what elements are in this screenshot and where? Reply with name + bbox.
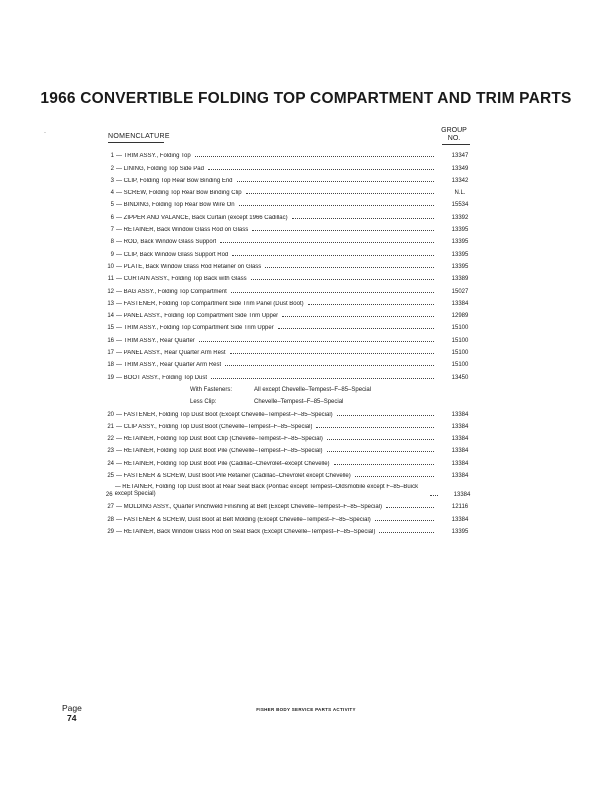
part-description: — FASTENER, Folding Top Dust Boot (Except Chevelle–Tempest–F–85–Special) [116, 411, 333, 418]
group-number: 13395 [451, 263, 469, 270]
group-number: 13384 [451, 436, 469, 443]
part-description: — PLATE, Back Window Glass Rod Retainer on Glass [116, 263, 262, 270]
part-row [100, 196, 480, 208]
dot-leader [308, 304, 434, 305]
part-description: — RETAINER, Back Window Glass Rod on Seat Back (Except Chevelle–Tempest–F–85–Special) [116, 528, 376, 535]
dot-leader [430, 495, 438, 496]
group-number: 15100 [451, 350, 469, 357]
part-row [100, 418, 480, 430]
part-row [100, 208, 480, 220]
part-row [100, 368, 480, 380]
dot-leader [195, 156, 434, 157]
part-description: — RETAINER, Folding Top Dust Boot at Rear Seat Back (Pontiac except Tempest–Oldsmobile except F–85–Buick except Special) [114, 484, 419, 498]
group-number: 15100 [451, 337, 469, 344]
part-number: 4 [110, 190, 114, 197]
part-description: — LINING, Folding Top Side Pad [116, 165, 204, 172]
part-number: 10 [107, 263, 114, 270]
group-number: 13384 [453, 492, 471, 499]
dot-leader [278, 328, 434, 329]
part-description: — BINDING, Folding Top Rear Bow Wire On [116, 202, 235, 209]
part-number: 25 [107, 473, 114, 480]
part-number: 1 [110, 153, 114, 160]
dot-leader [386, 507, 434, 508]
part-description: — RETAINER, Back Window Glass Rod on Glass [116, 227, 249, 234]
part-row [100, 270, 480, 282]
group-number: 13347 [451, 153, 469, 160]
dot-leader [355, 476, 434, 477]
part-number: 3 [110, 177, 114, 184]
part-row [100, 510, 480, 522]
part-number: 18 [107, 362, 114, 369]
page-title: 1966 CONVERTIBLE FOLDING TOP COMPARTMENT AND TRIM PARTS [40, 90, 572, 107]
sub-note-label: With Fasteners: [190, 386, 233, 393]
dot-leader [337, 415, 434, 416]
part-row [100, 405, 480, 417]
dot-leader [199, 341, 434, 342]
part-description: — FASTENER & SCREW, Dust Boot Pile Retainer (Cadillac–Chevrolet except Chevelle) [116, 473, 351, 480]
part-row [100, 430, 480, 442]
part-description: — TRIM ASSY., Folding Top Compartment Side Trim Upper [116, 325, 274, 332]
group-number: 13395 [451, 528, 469, 535]
dot-leader [230, 353, 434, 354]
part-description: — FASTENER & SCREW, Dust Boot at Belt Molding (Except Chevelle–Tempest–F–85–Special) [116, 516, 371, 523]
part-row [100, 282, 480, 294]
group-number: 13384 [451, 460, 469, 467]
part-row [100, 498, 480, 510]
group-header-line1: GROUP [441, 127, 467, 134]
group-number: N.L. [454, 190, 466, 197]
part-row [100, 245, 480, 257]
group-underline [442, 144, 470, 145]
boot-sub-notes [100, 381, 480, 406]
part-row [100, 159, 480, 171]
part-row [100, 344, 480, 356]
page-number: 74 [67, 713, 77, 723]
dot-leader [225, 365, 434, 366]
dot-leader [239, 205, 434, 206]
part-row [100, 221, 480, 233]
part-number: 26 [105, 492, 113, 499]
part-row [100, 467, 480, 479]
parts-list-a [100, 147, 480, 381]
part-number: 7 [110, 227, 114, 234]
group-number: 12989 [451, 313, 469, 320]
part-number: 16 [107, 337, 114, 344]
group-number: 13395 [451, 227, 469, 234]
group-number: 13349 [451, 165, 469, 172]
page-number-block [62, 703, 82, 723]
group-number: 13395 [451, 251, 469, 258]
part-number: 21 [107, 423, 114, 430]
part-row [100, 295, 480, 307]
sub-note-value: All except Chevelle–Tempest–F–85–Special [254, 386, 372, 393]
group-number: 13384 [451, 411, 469, 418]
nomenclature-header: NOMENCLATURE [108, 133, 170, 140]
part-row [100, 356, 480, 368]
part-row [100, 172, 480, 184]
dot-leader [379, 532, 434, 533]
group-number: 15100 [451, 362, 469, 369]
part-row [100, 523, 480, 535]
part-row [100, 307, 480, 319]
part-row [100, 233, 480, 245]
part-description: — CLIP ASSY., Folding Top Dust Boot (Chevelle–Tempest–F–85–Special) [116, 423, 313, 430]
dot-leader [211, 378, 434, 379]
dot-leader [231, 292, 434, 293]
part-number: 14 [107, 313, 114, 320]
dot-leader [237, 181, 434, 182]
sub-note-value: Chevelle–Tempest–F–85–Special [254, 399, 344, 406]
group-number: 13342 [451, 177, 469, 184]
part-number: 6 [110, 214, 114, 221]
dot-leader [282, 316, 434, 317]
dot-leader [334, 464, 434, 465]
part-description: — TRIM ASSY., Rear Quarter Arm Rest [116, 362, 222, 369]
part-number: 13 [107, 300, 114, 307]
dot-leader [220, 242, 434, 243]
part-description: — RETAINER, Folding Top Dust Boot Pile (Chevelle–Tempest–F–85–Special) [116, 448, 323, 455]
part-description: — TRIM ASSY., Rear Quarter [116, 337, 195, 344]
part-description: — RETAINER, Folding Top Dust Boot Pile (Cadillac–Chevrolet–except Chevelle) [116, 460, 330, 467]
part-row [100, 331, 480, 343]
dot-leader [316, 427, 434, 428]
part-description: — FASTENER, Folding Top Compartment Side Trim Panel (Dust Boot) [116, 300, 304, 307]
part-description: — TRIM ASSY., Folding Top [116, 153, 191, 160]
dot-leader [208, 169, 434, 170]
part-description: — RETAINER, Folding Top Dust Boot Clip (Chevelle–Tempest–F–85–Special) [116, 436, 323, 443]
part-row [100, 258, 480, 270]
group-number: 13384 [451, 423, 469, 430]
part-description: — PANEL ASSY., Rear Quarter Arm Rest [116, 350, 226, 357]
group-header-line2: NO. [447, 135, 461, 142]
dot-leader [327, 439, 434, 440]
part-row [100, 147, 480, 159]
footer-activity: FISHER BODY SERVICE PARTS ACTIVITY [256, 707, 356, 712]
part-number: 22 [107, 436, 114, 443]
group-number: 13450 [451, 374, 469, 381]
part-description: — SCREW, Folding Top Rear Bow Binding Clip [116, 190, 242, 197]
part-description: — CLIP, Back Window Glass Support Rod [116, 251, 229, 258]
group-number: 13395 [451, 239, 469, 246]
parts-list-b [100, 405, 480, 535]
group-no-header [436, 127, 472, 143]
nomenclature-underline [108, 142, 164, 143]
part-number: 2 [110, 165, 114, 172]
part-description: — MOLDING ASSY., Quarter Pinchweld Finishing at Belt (Except Chevelle–Tempest–F–85–Special) [116, 504, 383, 511]
part-number: 17 [107, 350, 114, 357]
dot-leader [251, 279, 434, 280]
parts-list [100, 147, 480, 535]
group-number: 13384 [451, 300, 469, 307]
part-row [100, 442, 480, 454]
part-number: 8 [110, 239, 114, 246]
sub-note-label: Less Clip: [190, 399, 217, 406]
group-number: 13384 [451, 516, 469, 523]
part-description: — ZIPPER AND VALANCE, Back Curtain (except 1966 Cadillac) [116, 214, 288, 221]
sub-note [100, 381, 480, 393]
dot-leader [265, 267, 434, 268]
part-number: 27 [107, 504, 114, 511]
part-number: 28 [107, 516, 114, 523]
part-number: 9 [110, 251, 114, 258]
part-description: — CLIP, Folding Top Rear Bow Binding End [116, 177, 233, 184]
group-number: 13392 [451, 214, 469, 221]
part-description: — PANEL ASSY., Folding Top Compartment Side Trim Upper [116, 313, 279, 320]
part-description: — BOOT ASSY., Folding Top Dust [116, 374, 208, 381]
part-number: 29 [107, 528, 114, 535]
sub-note [100, 393, 480, 405]
part-number: 15 [107, 325, 114, 332]
part-row [100, 479, 480, 498]
group-number: 12116 [451, 504, 469, 511]
group-number: 13384 [451, 448, 469, 455]
group-number: 13384 [451, 473, 469, 480]
group-number: 13389 [451, 276, 469, 283]
part-number: 11 [107, 276, 114, 283]
part-row [100, 184, 480, 196]
part-number: 20 [107, 411, 114, 418]
dot-leader [232, 255, 434, 256]
page-label: Page [62, 703, 82, 713]
dot-leader [246, 193, 434, 194]
group-number: 15100 [451, 325, 469, 332]
part-row [100, 454, 480, 466]
stray-mark: · [44, 130, 46, 136]
dot-leader [375, 520, 434, 521]
part-row [100, 319, 480, 331]
dot-leader [327, 451, 434, 452]
part-description: — BAG ASSY., Folding Top Compartment [116, 288, 227, 295]
dot-leader [252, 230, 434, 231]
part-description: — CURTAIN ASSY., Folding Top Back with Glass [116, 276, 247, 283]
part-number: 24 [107, 460, 114, 467]
part-number: 23 [107, 448, 114, 455]
group-number: 15534 [451, 202, 469, 209]
group-number: 15027 [451, 288, 469, 295]
part-number: 12 [107, 288, 114, 295]
part-description: — ROD, Back Window Glass Support [116, 239, 217, 246]
part-number: 5 [110, 202, 114, 209]
dot-leader [292, 218, 434, 219]
part-number: 19 [107, 374, 114, 381]
